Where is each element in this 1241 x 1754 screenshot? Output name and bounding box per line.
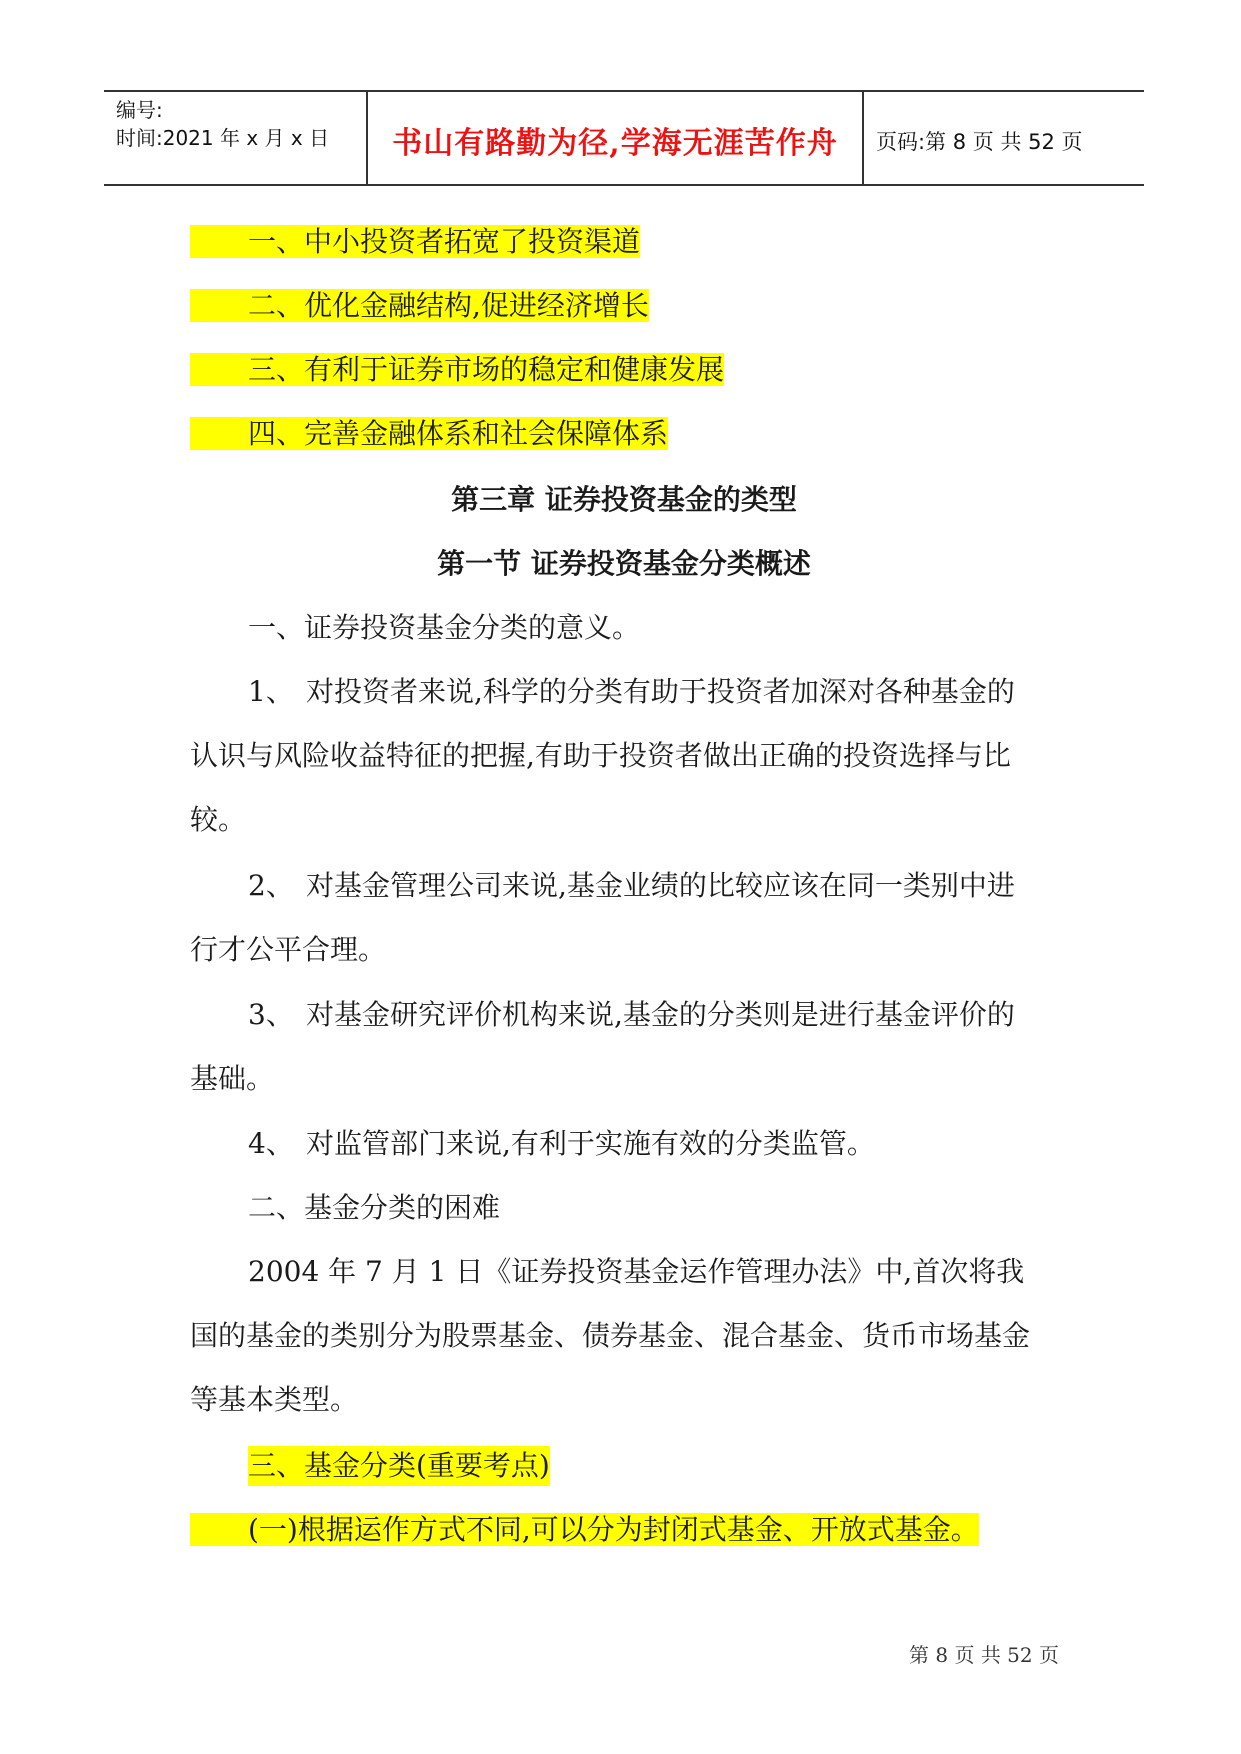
document-time-label: 时间:2021 年 x 月 x 日	[116, 126, 330, 150]
point-3-line-1: 3、 对基金研究评价机构来说,基金的分类则是进行基金评价的	[248, 995, 1015, 1035]
header-meta-cell	[104, 92, 368, 184]
classification-heading: 三、基金分类(重要考点)	[190, 1446, 550, 1486]
page-footer: 第 8 页 共 52 页	[909, 1643, 1059, 1667]
point-4-line-1: 4、 对监管部门来说,有利于实施有效的分类监管。	[248, 1124, 875, 1164]
regulation-line-3: 等基本类型。	[190, 1383, 359, 1416]
point-1-line-1: 1、 对投资者来说,科学的分类有助于投资者加深对各种基金的	[248, 672, 1015, 712]
difficulty-heading: 二、基金分类的困难	[248, 1191, 501, 1224]
point-2-line-2: 行才公平合理。	[190, 933, 387, 966]
classification-item-1: (一)根据运作方式不同,可以分为封闭式基金、开放式基金。	[190, 1510, 979, 1550]
chapter-title: 第三章 证券投资基金的类型	[451, 483, 797, 516]
point-1-number: 1、	[248, 675, 294, 708]
highlighted-item-3: 三、有利于证券市场的稳定和健康发展	[190, 350, 724, 390]
section-title: 第一节 证券投资基金分类概述	[437, 547, 811, 580]
header-motto-cell	[368, 92, 864, 184]
highlighted-item-2: 二、优化金融结构,促进经济增长	[190, 286, 649, 326]
header-page-info: 页码:第 8 页 共 52 页	[876, 130, 1083, 154]
point-1-line-2: 认识与风险收益特征的把握,有助于投资者做出正确的投资选择与比	[190, 739, 1011, 772]
highlighted-item-4: 四、完善金融体系和社会保障体系	[190, 414, 668, 454]
highlighted-item-1: 一、中小投资者拓宽了投资渠道	[190, 222, 640, 262]
document-header	[104, 90, 1144, 186]
regulation-line-1: 2004 年 7 月 1 日《证券投资基金运作管理办法》中,首次将我	[248, 1255, 1025, 1288]
point-2-number: 2、	[248, 869, 294, 902]
document-number-label: 编号:	[116, 98, 163, 122]
header-page-cell	[864, 92, 1144, 184]
significance-heading: 一、证券投资基金分类的意义。	[248, 611, 641, 644]
point-2-line-1: 2、 对基金管理公司来说,基金业绩的比较应该在同一类别中进	[248, 866, 1015, 906]
point-4-number: 4、	[248, 1127, 294, 1160]
point-1-line-3: 较。	[190, 803, 247, 836]
point-3-line-2: 基础。	[190, 1062, 275, 1095]
regulation-line-2: 国的基金的类别分为股票基金、债券基金、混合基金、货币市场基金	[190, 1319, 1031, 1352]
point-3-number: 3、	[248, 998, 294, 1031]
header-motto: 书山有路勤为径,学海无涯苦作舟	[392, 126, 838, 161]
